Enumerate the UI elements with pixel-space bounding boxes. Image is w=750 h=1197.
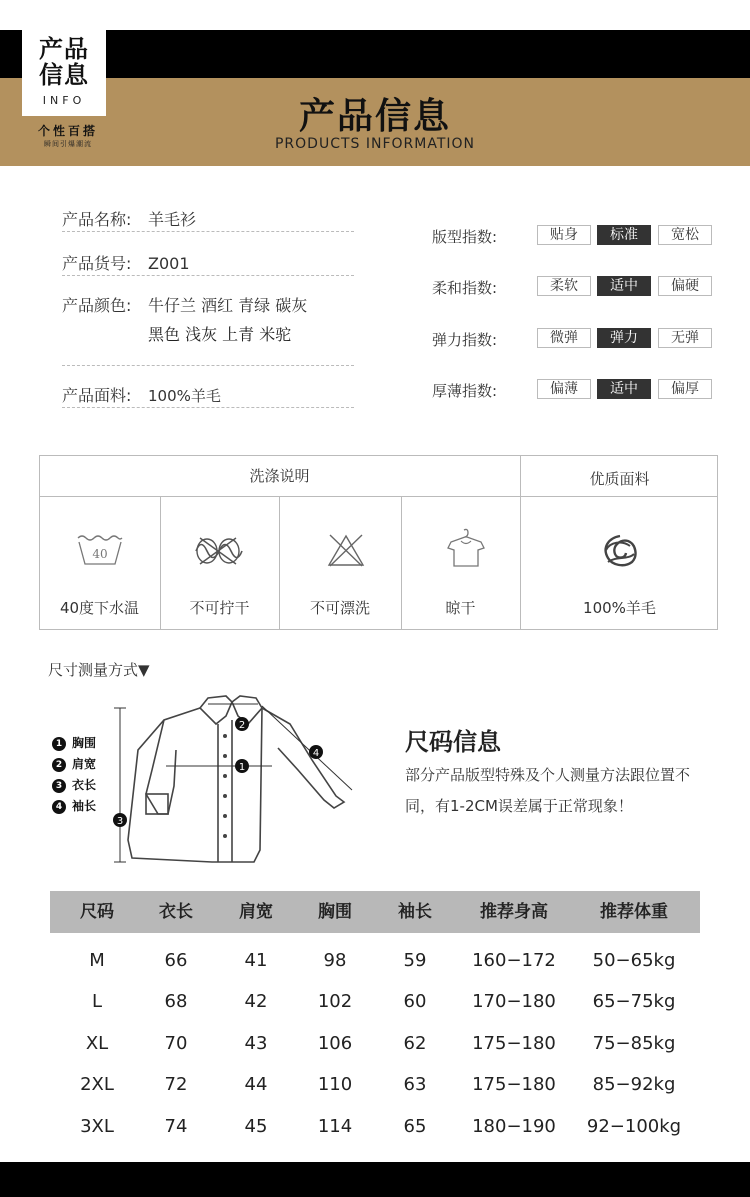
legend-label: 胸围 [72, 736, 97, 750]
care-label: 不可漂洗 [309, 599, 370, 617]
legend-item [52, 755, 96, 772]
product-name-label: 产品名称: [62, 210, 132, 229]
page-title: 产品信息 [298, 96, 451, 137]
index-option: 标准 [597, 225, 651, 245]
no-bleach-icon [326, 532, 366, 568]
product-color-value: 牛仔兰 酒红 青绿 碳灰 [148, 296, 308, 315]
product-code-row [62, 251, 354, 276]
tagline: 个性百搭 [37, 124, 98, 138]
size-info-desc: 部分产品版型特殊及个人测量方法跟位置不同，有1-2CM误差属于正常现象！ [405, 766, 691, 815]
table-cell: 98 [323, 950, 347, 971]
table-cell: 74 [164, 1116, 188, 1137]
table-cell: XL [85, 1033, 109, 1054]
table-cell: 42 [244, 991, 268, 1012]
legend-num: 4 [52, 800, 66, 814]
index-label: 版型指数: [432, 228, 498, 246]
logo-en: INFO [42, 94, 86, 107]
product-code-label: 产品货号: [62, 254, 132, 273]
shirt-buttons [223, 734, 227, 838]
table-cell: 41 [244, 950, 268, 971]
index-option: 贴身 [537, 225, 591, 245]
legend-label: 衣长 [72, 778, 97, 792]
logo-line1: 产品 [39, 35, 89, 63]
product-code-value: Z001 [148, 254, 190, 273]
diagram-mark: 1 [238, 762, 246, 773]
diagram-mark: 4 [312, 748, 320, 759]
index-option: 偏硬 [658, 276, 712, 296]
footer-bar [0, 1162, 750, 1197]
table-cell: 70 [164, 1033, 188, 1054]
index-option: 微弹 [537, 328, 591, 348]
fabric-header: 优质面料 [589, 470, 650, 488]
table-cell: 45 [244, 1116, 268, 1137]
table-cell: 92−100kg [586, 1116, 682, 1137]
index-option: 适中 [597, 379, 651, 399]
size-info-title: 尺码信息 [405, 728, 501, 756]
table-cell: 160−172 [472, 950, 556, 971]
table-cell: 114 [317, 1116, 353, 1137]
product-fabric-row [62, 383, 354, 408]
table-cell: 110 [317, 1074, 353, 1095]
table-cell: 170−180 [472, 991, 556, 1012]
index-option: 偏厚 [658, 379, 712, 399]
table-cell: 62 [403, 1033, 427, 1054]
product-name-row [62, 207, 354, 232]
table-cell: 175−180 [472, 1033, 556, 1054]
logo-line2: 信息 [39, 61, 89, 89]
table-cell: 102 [317, 991, 353, 1012]
index-label: 柔和指数: [432, 279, 498, 297]
legend-item [52, 776, 96, 793]
care-table-divider [39, 496, 718, 497]
table-cell: 2XL [80, 1074, 114, 1095]
legend-num: 3 [52, 779, 66, 793]
table-cell: 60 [403, 991, 427, 1012]
table-cell: M [89, 950, 105, 971]
table-cell: 106 [317, 1033, 353, 1054]
no-wring-icon [190, 534, 246, 568]
table-cell: 50−65kg [592, 950, 676, 971]
table-cell: 63 [403, 1074, 427, 1095]
care-label: 40度下水温 [59, 599, 140, 617]
table-header-cell: 尺码 [80, 902, 114, 922]
table-cell: 68 [164, 991, 188, 1012]
product-fabric-value: 100%羊毛 [148, 387, 221, 405]
table-header-cell: 推荐身高 [480, 902, 548, 922]
index-label: 厚薄指数: [432, 382, 498, 400]
product-fabric-label: 产品面料: [62, 386, 132, 405]
index-option: 柔软 [537, 276, 591, 296]
measure-title: 尺寸测量方式▼ [48, 661, 150, 679]
index-option: 偏薄 [537, 379, 591, 399]
care-label: 晾干 [445, 599, 476, 617]
hang-dry-icon [444, 526, 488, 570]
index-option: 无弹 [658, 328, 712, 348]
wash-header: 洗涤说明 [249, 467, 310, 485]
table-cell: 3XL [80, 1116, 114, 1137]
legend-label: 肩宽 [72, 757, 97, 771]
table-header-cell: 推荐体重 [600, 902, 668, 922]
table-cell: 180−190 [472, 1116, 556, 1137]
page-subtitle: PRODUCTS INFORMATION [274, 136, 476, 152]
product-color-label: 产品颜色: [62, 296, 132, 315]
product-name-value: 羊毛衫 [148, 210, 197, 229]
index-label: 弹力指数: [432, 331, 498, 349]
table-cell: 66 [164, 950, 188, 971]
table-cell: 43 [244, 1033, 268, 1054]
table-cell: 85−92kg [592, 1074, 676, 1095]
diagram-mark: 2 [238, 720, 246, 731]
tagline-sub: 瞬间引爆潮流 [44, 140, 92, 148]
wash-temp-label: 40 [92, 547, 108, 561]
table-cell: 175−180 [472, 1074, 556, 1095]
legend-label: 袖长 [72, 799, 97, 813]
legend-item [52, 734, 96, 751]
table-header-cell: 衣长 [159, 902, 193, 922]
care-label: 100%羊毛 [583, 599, 656, 617]
index-option: 宽松 [658, 225, 712, 245]
table-cell: 65−75kg [592, 991, 676, 1012]
table-header-cell: 肩宽 [239, 902, 273, 922]
product-color-value-2: 黑色 浅灰 上青 米驼 [148, 325, 292, 344]
table-cell: 44 [244, 1074, 268, 1095]
wash-40-icon [76, 532, 124, 568]
table-cell: 75−85kg [592, 1033, 676, 1054]
wool-icon [598, 532, 642, 572]
table-header-cell: 袖长 [398, 902, 432, 922]
table-header-cell: 胸围 [318, 902, 352, 922]
table-cell: 65 [403, 1116, 427, 1137]
table-cell: 72 [164, 1074, 188, 1095]
care-label: 不可拧干 [189, 599, 250, 617]
legend-num: 2 [52, 758, 66, 772]
header-top-bar [0, 30, 750, 78]
measure-lines [114, 704, 352, 862]
legend-item [52, 797, 96, 814]
index-option: 适中 [597, 276, 651, 296]
diagram-mark: 3 [116, 816, 124, 827]
table-cell: 59 [403, 950, 427, 971]
shirt-diagram [108, 690, 368, 870]
logo-text [22, 36, 106, 88]
legend-num: 1 [52, 737, 66, 751]
table-cell: L [91, 991, 103, 1012]
index-option: 弹力 [597, 328, 651, 348]
